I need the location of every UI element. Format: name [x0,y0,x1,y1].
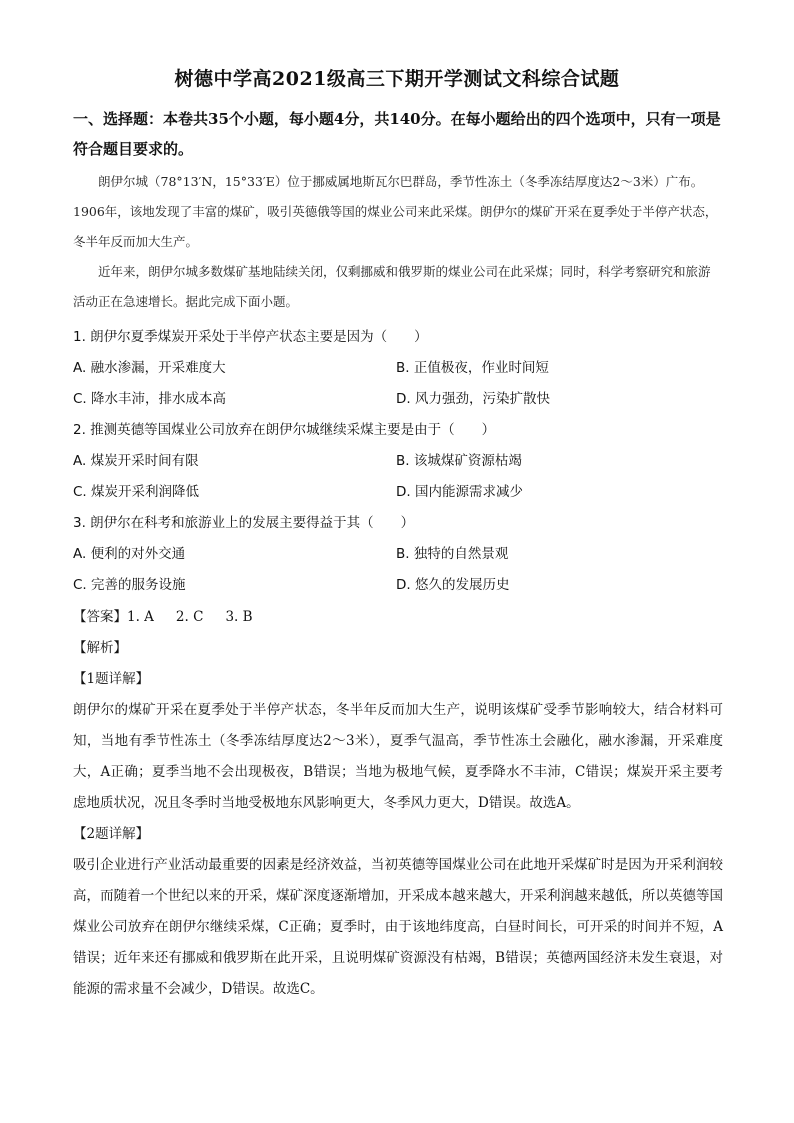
answer-items [127,609,275,625]
reading-passage [73,167,721,317]
detail-text: 吸引企业进行产业活动最重要的因素是经济效益，当初英德等国煤业公司在此地开采煤矿时是因为开采利润较高，而随着一个世纪以来的开采，煤矿深度逐渐增加，开采成本越来越大，开采利润越来越低，所以英德等国煤业公司放弃在朗伊尔继续采煤，C正确；夏季时，由于该地纬度高，白昼时间长，可开采的时间并不短，A错误；近年来还有挪威和俄罗斯在此开采，且说明煤矿资源没有枯竭，B错误；英德两国经济未发生衰退，对能源的需求量不会减少，D错误。故选C。 [73,857,723,997]
option-a: A. 煤炭开采时间有限 [73,453,199,469]
option-b: B. 独特的自然景观 [396,546,509,562]
question-stem: 3. 朗伊尔在科考和旅游业上的发展主要得益于其（ ） [73,515,415,531]
answer-item: 3. B [225,609,253,625]
question-stem: 1. 朗伊尔夏季煤炭开采处于半停产状态主要是因为（ ） [73,329,428,345]
option-c: C. 完善的服务设施 [73,577,186,593]
section-instruction: 一、选择题：本卷共35个小题，每小题4分，共140分。在每小题给出的四个选项中，只有一项是符合题目要求的。 [73,110,721,158]
option-b: B. 该城煤矿资源枯竭 [396,453,522,469]
option-b: B. 正值极夜，作业时间短 [396,360,549,376]
option-c: C. 降水丰沛，排水成本高 [73,391,227,407]
option-a: A. 便利的对外交通 [73,546,186,562]
option-a: A. 融水渗漏，开采难度大 [73,360,226,376]
detail-heading: 【2题详解】 [73,826,150,842]
option-d: D. 悠久的发展历史 [396,577,510,593]
answer-item: 2. C [175,609,204,625]
option-d: D. 风力强劲，污染扩散快 [396,391,550,407]
answer-label: 【答案】 [73,609,127,625]
passage-paragraph: 近年来，朗伊尔城多数煤矿基地陆续关闭，仅剩挪威和俄罗斯的煤业公司在此采煤；同时，科学考察研究和旅游活动正在急速增长。据此完成下面小题。 [73,264,711,309]
answer-item: 1. A [127,609,154,625]
detail-text: 朗伊尔的煤矿开采在夏季处于半停产状态，冬半年反而加大生产，说明该煤矿受季节影响较大，结合材料可知，当地有季节性冻土（冬季冻结厚度达2～3米），夏季气温高，季节性冻土会融化，融水渗漏，开采难度大，A正确；夏季当地不会出现极夜，B错误；当地为极地气候，夏季降水不丰沛，C错误；煤炭开采主要考虑地质状况，况且冬季时当地受极地东风影响更大，冬季风力更大，D错误。故选A。 [73,702,723,811]
question-stem: 2. 推测英德等国煤业公司放弃在朗伊尔城继续采煤主要是由于（ ） [73,422,496,438]
option-d: D. 国内能源需求减少 [396,484,523,500]
detail-heading: 【1题详解】 [73,671,150,687]
answer-line [73,607,723,627]
option-c: C. 煤炭开采利润降低 [73,484,200,500]
page-title: 树德中学高2021级高三下期开学测试文科综合试题 [174,68,620,90]
analysis-label: 【解析】 [73,640,127,656]
passage-paragraph: 朗伊尔城（78°13′N，15°33′E）位于挪威属地斯瓦尔巴群岛，季节性冻土（冬季冻结厚度达2～3米）广布。1906年，该地发现了丰富的煤矿，吸引英德俄等国的煤业公司来此采煤。朗伊尔的煤矿开采在夏季处于半停产状态，冬半年反而加大生产。 [73,174,718,249]
